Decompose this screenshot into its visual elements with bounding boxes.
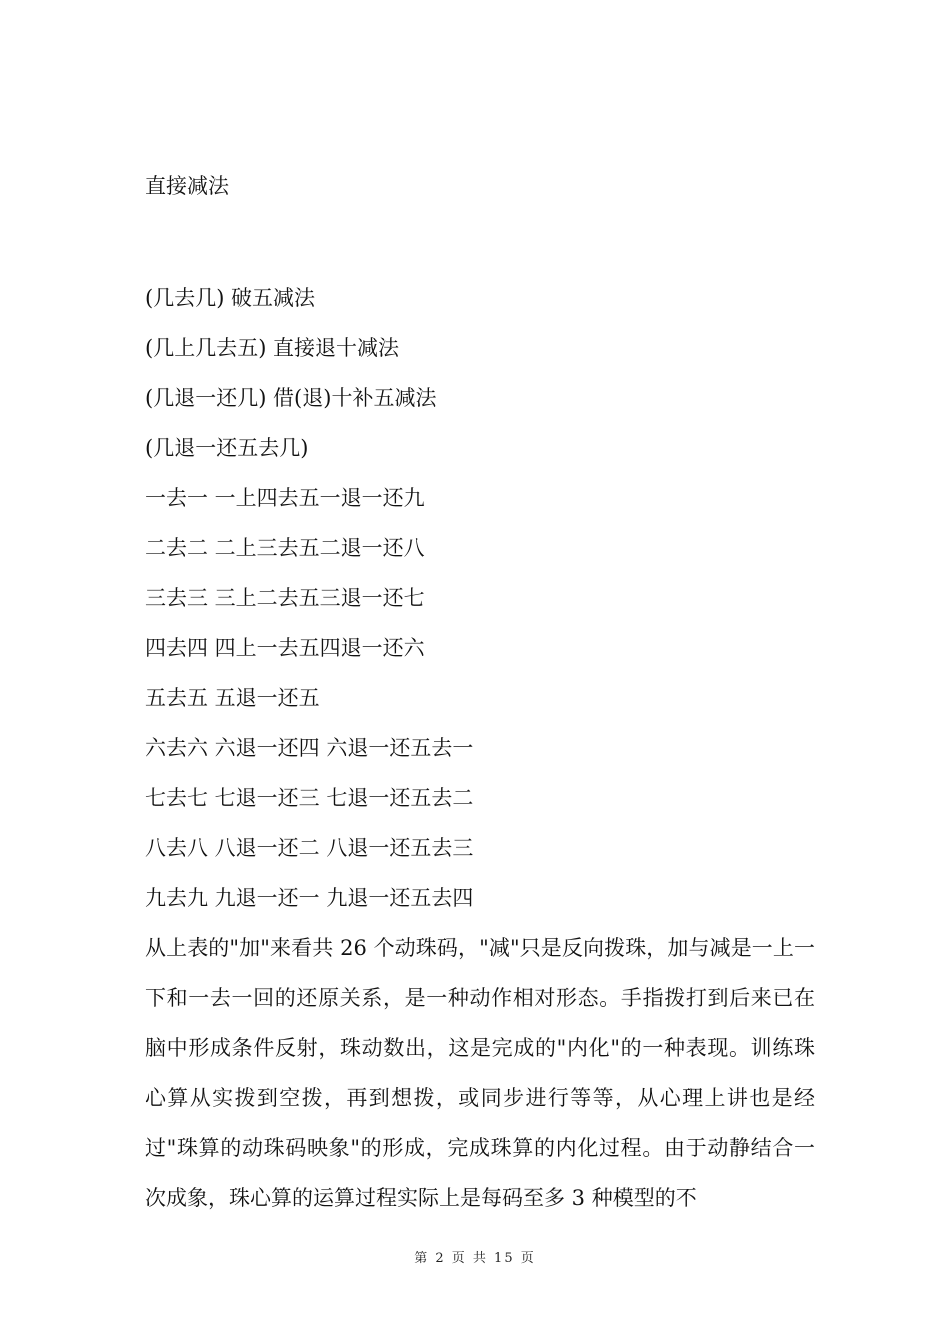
table-line: (几去几) 破五减法: [145, 286, 316, 310]
page-footer: 第 2 页 共 15 页: [414, 1251, 536, 1266]
section-heading: 直接减法: [145, 174, 229, 198]
table-line: 七去七 七退一还三 七退一还五去二: [145, 786, 474, 810]
subtraction-table: [145, 273, 815, 923]
table-line: 一去一 一上四去五一退一还九: [145, 486, 425, 510]
table-line: 八去八 八退一还二 八退一还五去三: [145, 836, 474, 860]
table-line: 九去九 九退一还一 九退一还五去四: [145, 886, 474, 910]
table-line: 三去三 三上二去五三退一还七: [145, 586, 425, 610]
table-line: 六去六 六退一还四 六退一还五去一: [145, 736, 474, 760]
table-line: (几退一还五去几): [145, 436, 309, 460]
page-content: [145, 168, 815, 1223]
table-line: (几退一还几) 借(退)十补五减法: [145, 386, 437, 410]
table-line: (几上几去五) 直接退十减法: [145, 336, 400, 360]
body-paragraph: 从上表的"加"来看共 26 个动珠码，"减"只是反向拨珠，加与减是一上一下和一去一回的还原关系，是一种动作相对形态。手指拨打到后来已在脑中形成条件反射，珠动数出，这是完成的"内化"的一种表现。训练珠心算从实拨到空拨，再到想拨，或同步进行等等，从心理上讲也是经过"珠算的动珠码映象"的形成，完成珠算的内化过程。由于动静结合一次成象，珠心算的运算过程实际上是每码至多 3 种模型的不: [145, 936, 815, 1210]
table-line: 二去二 二上三去五二退一还八: [145, 536, 425, 560]
table-line: 四去四 四上一去五四退一还六: [145, 636, 425, 660]
table-line: 五去五 五退一还五: [145, 686, 320, 710]
